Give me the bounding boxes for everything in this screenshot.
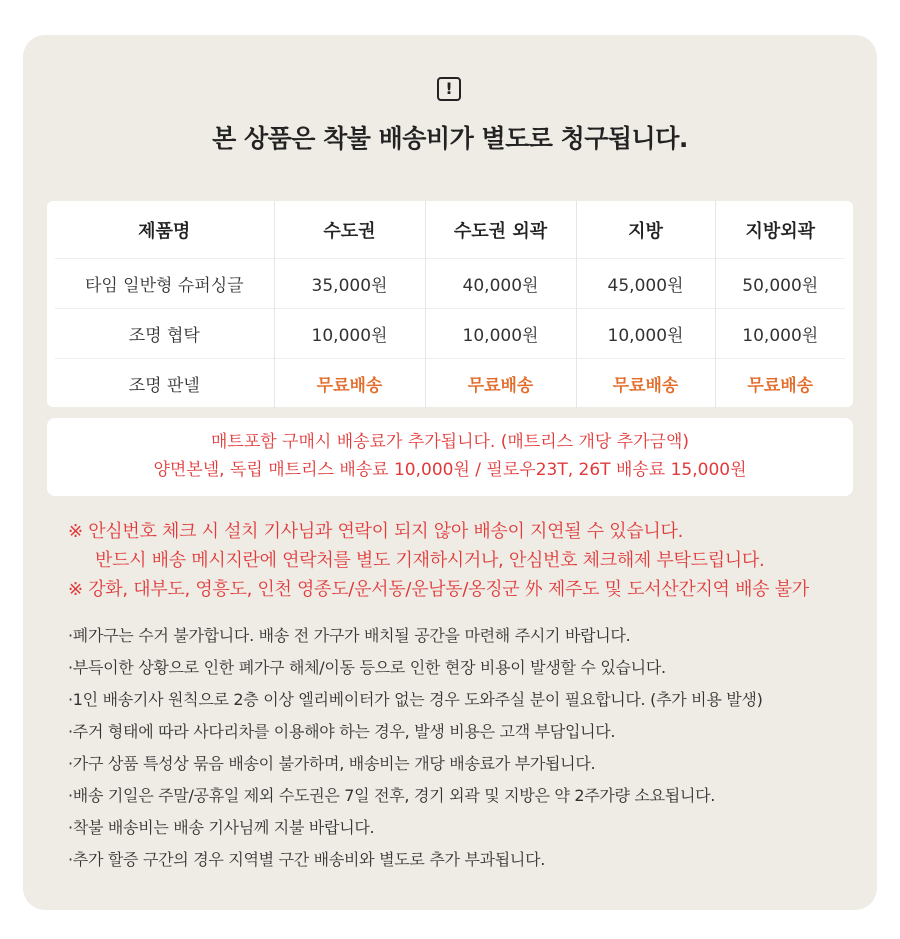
- header-province-outskirts: 지방외곽: [715, 201, 845, 259]
- delivery-notes-list: [68, 620, 868, 876]
- header-capital-area: 수도권: [274, 201, 425, 259]
- notice-line: 양면본넬, 독립 매트리스 배송료 10,000원 / 필로우23T, 26T 배송료 15,000원: [153, 460, 747, 480]
- warning-line: ※ 강화, 대부도, 영흥도, 인천 영종도/운서동/운남동/옹징군 外 제주도 및 도서산간지역 배송 불가: [68, 579, 809, 600]
- shipping-fee-table-container: [47, 201, 853, 407]
- cell-price: 10,000원: [425, 309, 576, 359]
- header-province: 지방: [576, 201, 715, 259]
- cell-free-shipping: 무료배송: [425, 359, 576, 409]
- list-item: ·주거 형태에 따라 사다리차를 이용해야 하는 경우, 발생 비용은 고객 부담입니다.: [68, 722, 616, 741]
- cell-product: 타임 일반형 슈퍼싱글: [84, 276, 244, 296]
- cell-price: 10,000원: [715, 309, 845, 359]
- list-item: ·추가 할증 구간의 경우 지역별 구간 배송비와 별도로 추가 부과됩니다.: [68, 850, 546, 869]
- cell-free-shipping: 무료배송: [576, 359, 715, 409]
- cell-free-shipping: 무료배송: [274, 359, 425, 409]
- table-row: [55, 309, 845, 359]
- list-item: ·폐가구는 수거 불가합니다. 배송 전 가구가 배치될 공간을 마련해 주시기 바랍니다.: [68, 626, 631, 645]
- list-item: ·가구 상품 특성상 묶음 배송이 불가하며, 배송비는 개당 배송료가 부가됩니다.: [68, 754, 596, 773]
- shipping-info-card: [23, 35, 877, 910]
- header-capital-outskirts: 수도권 외곽: [425, 201, 576, 259]
- cell-price: 45,000원: [576, 259, 715, 309]
- page-title: 본 상품은 착불 배송비가 별도로 청구됩니다.: [212, 124, 688, 153]
- header-product-name: 제품명: [138, 220, 191, 242]
- table-row: [55, 259, 845, 309]
- list-item: ·배송 기일은 주말/공휴일 제외 수도권은 7일 전후, 경기 외곽 및 지방은 약 2주가량 소요됩니다.: [68, 786, 716, 805]
- cell-price: 35,000원: [274, 259, 425, 309]
- warning-block: [68, 517, 868, 604]
- cell-price: 10,000원: [274, 309, 425, 359]
- list-item: ·부득이한 상황으로 인한 폐가구 해체/이동 등으로 인한 현장 비용이 발생할 수 있습니다.: [68, 658, 666, 677]
- cell-price: 50,000원: [715, 259, 845, 309]
- table-header-row: [55, 201, 845, 259]
- cell-free-shipping: 무료배송: [715, 359, 845, 409]
- cell-price: 40,000원: [425, 259, 576, 309]
- exclamation-icon: !: [437, 77, 461, 101]
- notice-line: 매트포함 구매시 배송료가 추가됩니다. (매트리스 개당 추가금액): [210, 432, 690, 452]
- table-row: [55, 359, 845, 409]
- cell-price: 10,000원: [576, 309, 715, 359]
- shipping-fee-table: [55, 201, 845, 408]
- cell-product: 조명 판넬: [128, 376, 200, 396]
- warning-line: ※ 안심번호 체크 시 설치 기사님과 연락이 되지 않아 배송이 지연될 수 있습니다.: [68, 521, 683, 542]
- cell-product: 조명 협탁: [128, 326, 200, 346]
- list-item: ·착불 배송비는 배송 기사님께 지불 바랍니다.: [68, 818, 375, 837]
- mattress-fee-notice: [47, 418, 853, 496]
- warning-line: 반드시 배송 메시지란에 연락처를 별도 기재하시거나, 안심번호 체크해제 부탁드립니다.: [95, 550, 765, 571]
- list-item: ·1인 배송기사 원칙으로 2층 이상 엘리베이터가 없는 경우 도와주실 분이 필요합니다. (추가 비용 발생): [68, 690, 763, 709]
